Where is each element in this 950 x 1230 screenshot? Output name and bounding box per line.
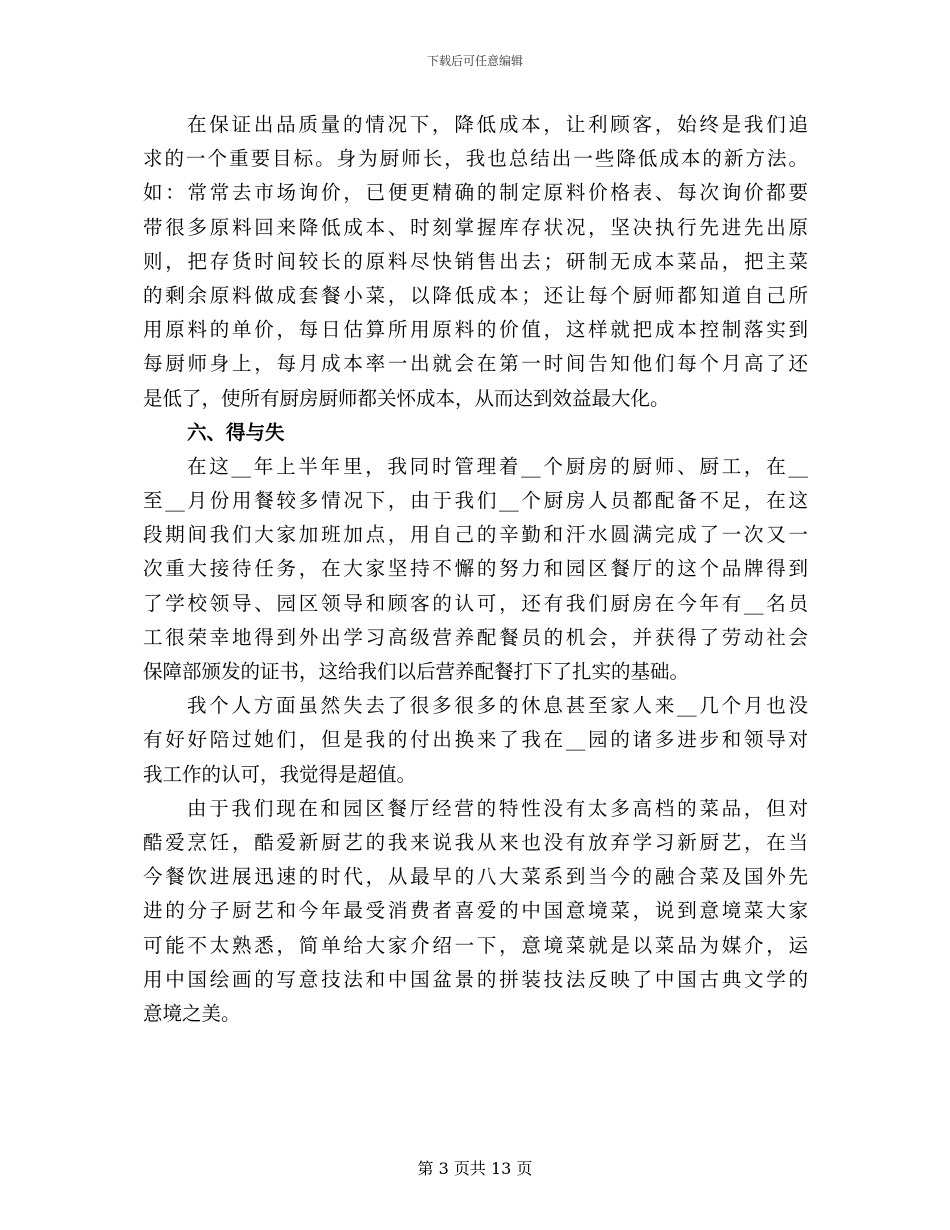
- text-line: 如：常常去市场询价，已便更精确的制定原料价格表、每次询价都要: [143, 181, 808, 205]
- text-line: 带很多原料回来降低成本、时刻掌握库存状况，坚决执行先进先出原: [143, 215, 808, 239]
- text-line: 进的分子厨艺和今年最受消费者喜爱的中国意境菜，说到意境菜大家: [143, 899, 808, 923]
- text-line: 工很荣幸地得到外出学习高级营养配餐员的机会，并获得了劳动社会: [143, 625, 808, 649]
- text-line: 可能不太熟悉，简单给大家介绍一下，意境菜就是以菜品为媒介，运: [143, 933, 808, 957]
- text-line: 次重大接待任务，在大家坚持不懈的努力和园区餐厅的这个品牌得到: [143, 557, 808, 581]
- page-footer: 第 3 页共 13 页: [417, 1159, 533, 1178]
- text-line: 意境之美。: [143, 1001, 241, 1025]
- text-line: 酷爱烹饪，酷爱新厨艺的我来说我从来也没有放弃学习新厨艺，在当: [143, 830, 808, 854]
- text-line: 今餐饮进展迅速的时代，从最早的八大菜系到当今的融合菜及国外先: [143, 865, 808, 889]
- text-line: 有好好陪过她们，但是我的付出换来了我在__园的诸多进步和领导对: [143, 728, 808, 752]
- text-line: 由于我们现在和园区餐厅经营的特性没有太多高档的菜品，但对: [187, 796, 808, 820]
- text-line: 求的一个重要目标。身为厨师长，我也总结出一些降低成本的新方法。: [143, 147, 808, 171]
- page-header: 下载后可任意编辑: [426, 54, 523, 68]
- text-line: 我个人方面虽然失去了很多很多的休息甚至家人来__几个月也没: [187, 694, 808, 718]
- text-line: 至__月份用餐较多情况下，由于我们__个厨房人员都配备不足，在这: [143, 489, 808, 513]
- text-line: 每厨师身上，每月成本率一出就会在第一时间告知他们每个月高了还: [143, 352, 808, 376]
- text-line: 则，把存货时间较长的原料尽快销售出去；研制无成本菜品，把主菜: [143, 249, 808, 273]
- text-line: 保障部颁发的证书，这给我们以后营养配餐打下了扎实的基础。: [143, 660, 690, 683]
- text-line: 我工作的认可，我觉得是超值。: [143, 762, 417, 786]
- document-body: [143, 108, 808, 1031]
- text-line: 在保证出品质量的情况下，降低成本，让利顾客，始终是我们追: [187, 113, 808, 136]
- section-heading: 六、得与失: [187, 420, 285, 444]
- text-line: 用原料的单价，每日估算所用原料的价值，这样就把成本控制落实到: [143, 318, 808, 342]
- text-line: 是低了，使所有厨房厨师都关怀成本，从而达到效益最大化。: [143, 386, 670, 410]
- text-line: 的剩余原料做成套餐小菜，以降低成本；还让每个厨师都知道自己所: [143, 283, 808, 307]
- text-line: 用中国绘画的写意技法和中国盆景的拼装技法反映了中国古典文学的: [143, 967, 808, 991]
- text-line: 段期间我们大家加班加点，用自己的辛勤和汗水圆满完成了一次又一: [143, 523, 808, 547]
- text-line: 在这__年上半年里，我同时管理着__个厨房的厨师、厨工，在__: [187, 454, 808, 478]
- text-line: 了学校领导、园区领导和顾客的认可，还有我们厨房在今年有__名员: [143, 591, 808, 615]
